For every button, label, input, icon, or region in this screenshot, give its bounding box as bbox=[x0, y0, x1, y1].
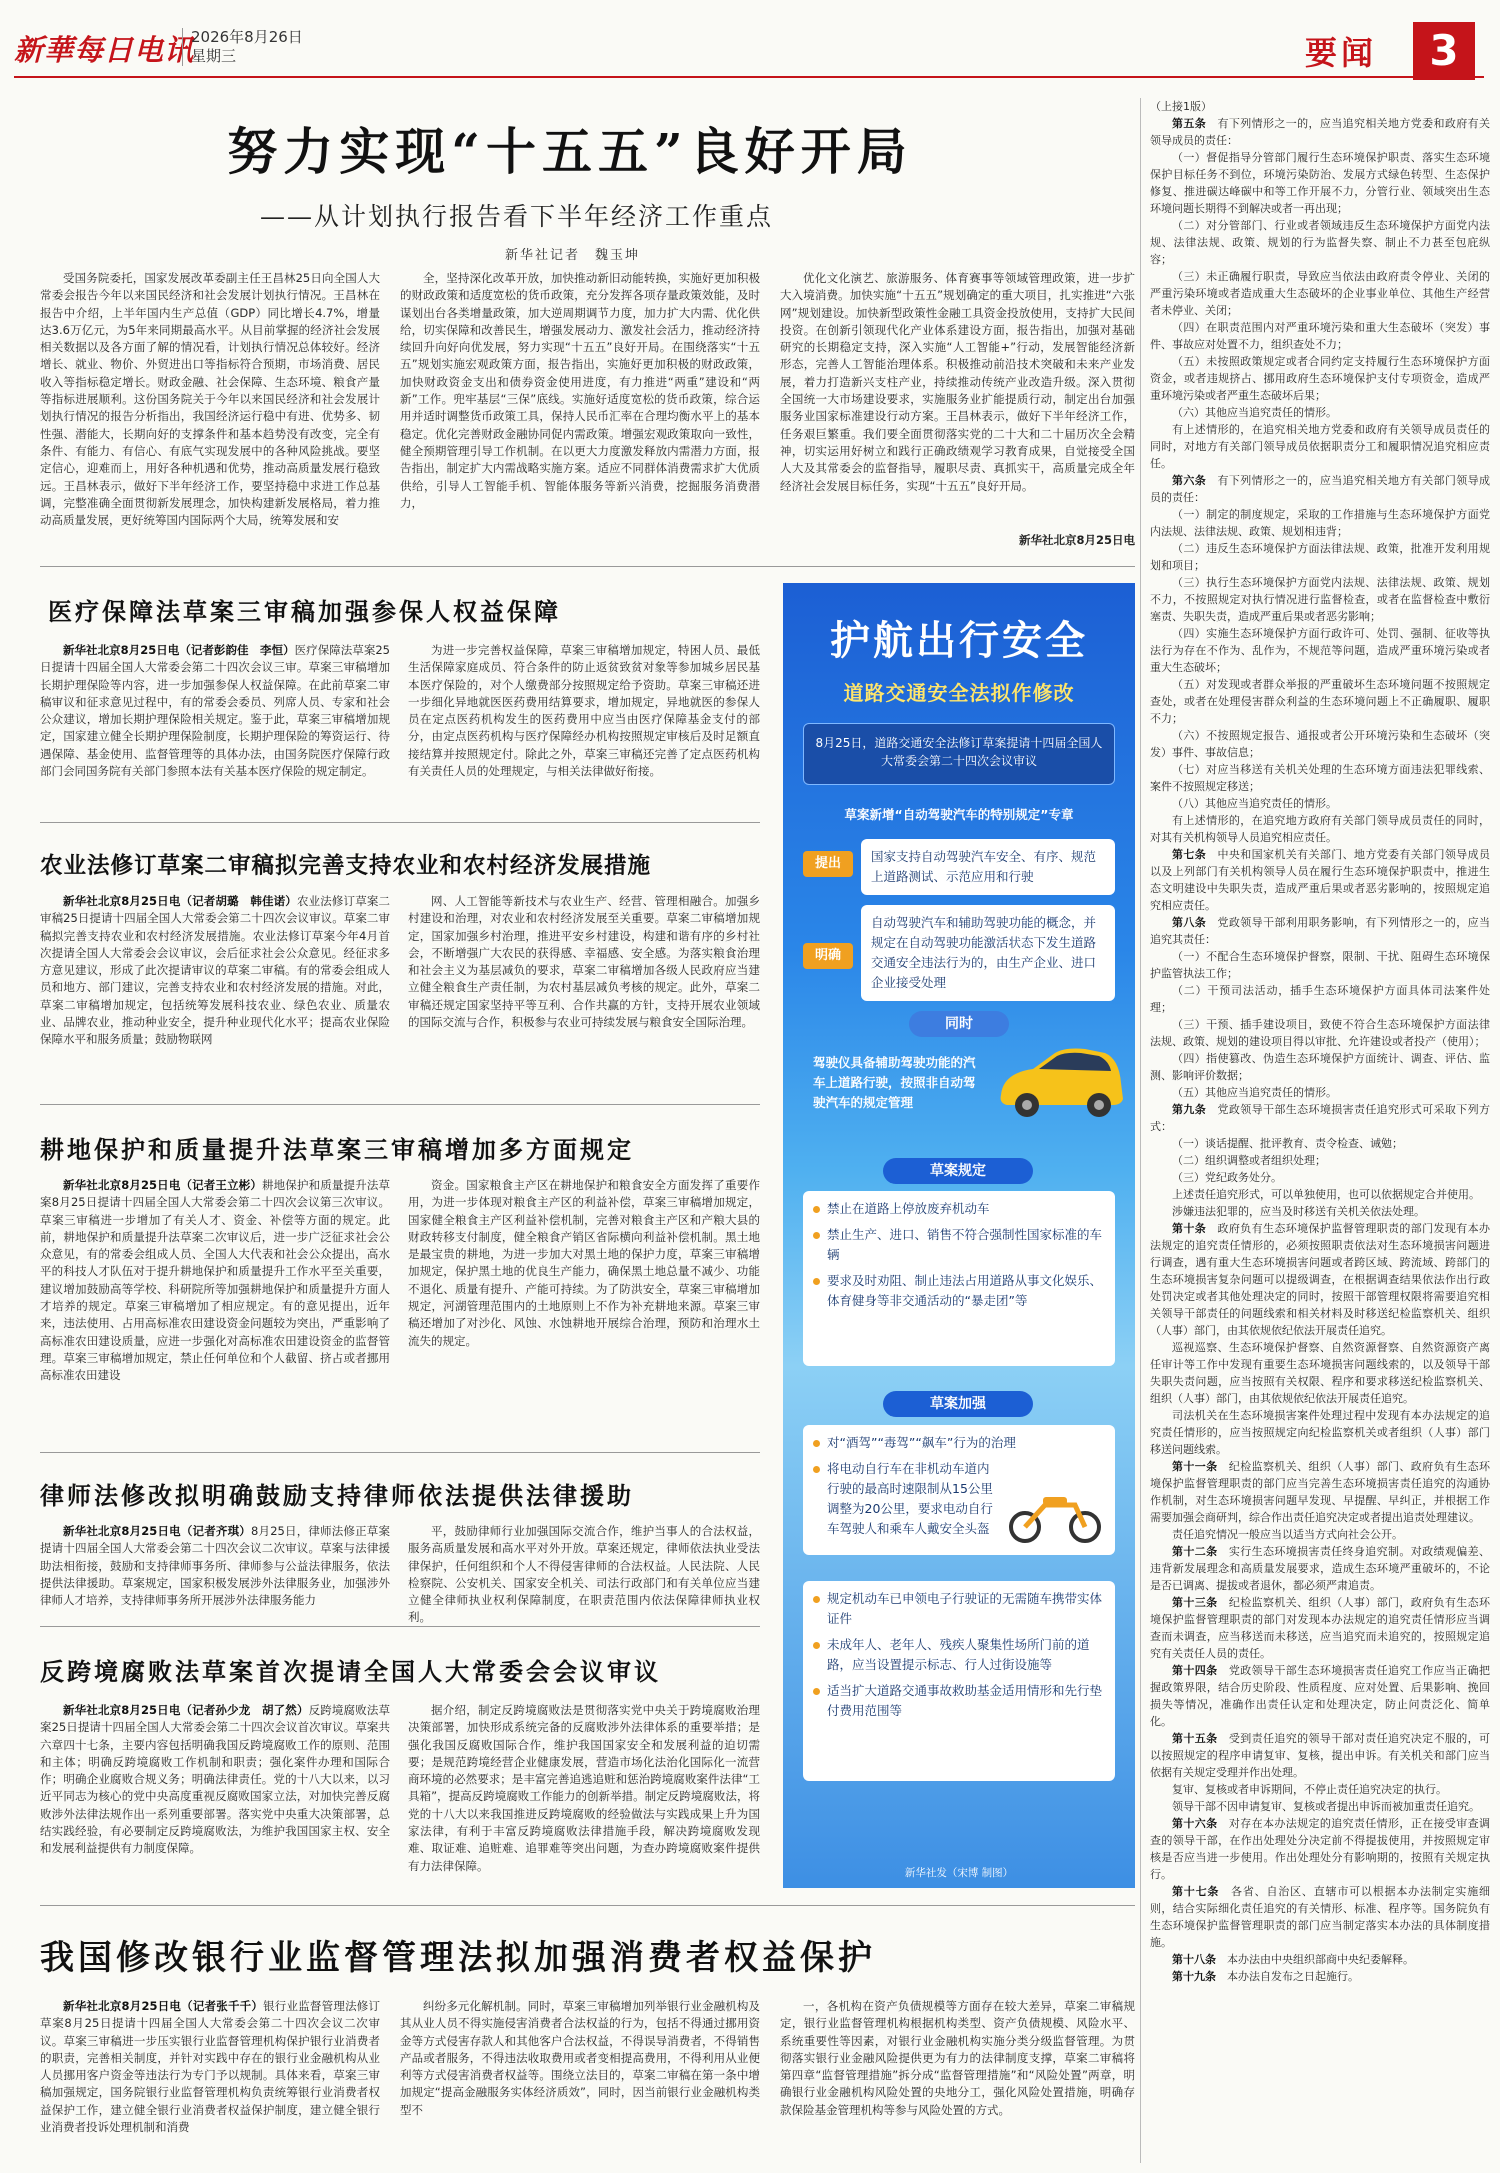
regulation-text-column bbox=[1150, 98, 1490, 2173]
masthead-logo: 新華每日电讯 bbox=[14, 33, 195, 67]
tag-clarify: 明确 bbox=[803, 943, 853, 969]
article-clause: 党政领导干部生态环境损害责任追究工作应当正确把握政策界限，结合历史阶段、性质程度、应对处置、后果影响、挽回损失等情况，准确作出责任认定和处理决定，防止问责泛化、简单化。 bbox=[1150, 1664, 1490, 1728]
article-clause: （四）指使篡改、伪造生态环境保护方面统计、调查、评估、监测、影响评价数据； bbox=[1150, 1052, 1490, 1082]
article-number: 第五条 bbox=[1172, 117, 1207, 130]
article-headline-medical: 医疗保障法草案三审稿加强参保人权益保障 bbox=[48, 597, 561, 626]
article-number: 第六条 bbox=[1172, 474, 1207, 487]
article-clause: 司法机关在生态环境损害案件处理过程中发现有本办法规定的追究责任情形的，应当按照规定向纪检监察机关或者组织（人事）部门移送问题线索。 bbox=[1150, 1409, 1490, 1456]
article-clause: （四）实施生态环境保护方面行政许可、处罚、强制、征收等执法行为存在不作为、乱作为，不规范等问题，造成严重环境污染或者重大生态破坏； bbox=[1150, 627, 1490, 674]
car-icon bbox=[993, 1043, 1128, 1123]
article-paragraph bbox=[1150, 319, 1490, 353]
article-clause: 有上述情形的，在追究地方政府有关部门领导成员责任的同时，对其有关机构领导人员追究相应责任。 bbox=[1150, 814, 1490, 844]
article-paragraph bbox=[1150, 353, 1490, 404]
article-text: 据介绍，制定反跨境腐败法是贯彻落实党中央关于跨境腐败治理决策部署，加快形成系统完备的反腐败涉外法律体系的重要举措；是强化我国反腐败国际合作，维护我国国家安全和发展利益的迫切需要；是规范跨境经营企业健康发展，营造市场化法治化国际化一流营商环境的必然要求；是丰富完善追逃追赃和惩治跨境腐败案件法律“工具箱”，提高反跨境腐败工作能力的创新举措。制定反跨境腐败法，将党的十八大以来我国推进反跨境腐败的经验做法与实践成果上升为国家法律，有利于丰富反跨境腐败法律措施手段，解决跨境腐败发现难、取证难、追赃难、追罪难等突出问题，为查办跨境腐败案件提供有力法律保障。 bbox=[408, 1703, 760, 1873]
article-clause: 中央和国家机关有关部门、地方党委有关部门领导成员以及上列部门有关机构领导人员在履行生态环境保护职责中，推进生态文明建设中失职失责，造成严重后果或者恶劣影响的，按照规定追究相应责任。 bbox=[1150, 848, 1490, 912]
article-farm-col-1 bbox=[40, 1177, 390, 1442]
article-paragraph bbox=[1150, 1815, 1490, 1883]
article-paragraph bbox=[1150, 1203, 1490, 1220]
article-clause: 党政领导干部利用职务影响，有下列情形之一的，应当追究其责任： bbox=[1150, 916, 1490, 946]
article-medical-col-1 bbox=[40, 642, 390, 812]
article-headline-farmland: 耕地保护和质量提升法草案三审稿增加多方面规定 bbox=[40, 1135, 634, 1164]
article-clause: 责任追究情况一般应当以适当方式向社会公开。 bbox=[1172, 1528, 1403, 1541]
card-clarify: 自动驾驶汽车和辅助驾驶功能的概念，并规定在自动驾驶功能激活状态下发生道路交通安全违法行为的，由生产企业、进口企业接受处理 bbox=[861, 905, 1115, 1001]
infographic-subtitle: 道路交通安全法拟作修改 bbox=[843, 681, 1075, 705]
article-number: 第七条 bbox=[1172, 848, 1207, 861]
article-text: 反跨境腐败法草案25日提请十四届全国人大常委会第二十四次会议首次审议。草案共六章四十七条，主要内容包括明确我国反跨境腐败工作的原则、范围和主体；明确反跨境腐败工作机制和职责；强化案件办理和国际合作；明确企业腐败合规义务；明确法律责任。党的十八大以来，以习近平同志为核心的党中央高度重视反腐败国家立法，对加快完善反腐败涉外法律法规作出一系列重要部署。落实党中央重大决策部署，总结实践经验，有必要制定反跨境腐败法，为维护我国国家主权、安全和发展利益提供有力制度保障。 bbox=[40, 1703, 390, 1856]
article-clause: 本办法自发布之日起施行。 bbox=[1227, 1970, 1359, 1983]
article-clause: （六）不按照规定报告、通报或者公开环境污染和生态破坏（突发）事件、事故信息； bbox=[1150, 729, 1490, 759]
article-paragraph bbox=[1150, 795, 1490, 812]
article-paragraph bbox=[1150, 948, 1490, 982]
article-clause: （五）未按照政策规定或者合同约定支持履行生态环境保护方面资金，或者违规挤占、挪用政府生态环境保护支付专项资金，造成严重环境污染或者严重生态破坏后果； bbox=[1150, 355, 1490, 402]
article-clause: （七）对应当移送有关机关处理的生态环境方面违法犯罪线索、案件不按照规定移送； bbox=[1150, 763, 1490, 793]
infographic-note: 草案新增“自动驾驶汽车的特别规定”专章 bbox=[844, 807, 1074, 822]
traffic-law-infographic bbox=[783, 583, 1135, 1888]
article-paragraph bbox=[1150, 846, 1490, 914]
article-clause: 纪检监察机关、组织（人事）部门、政府负有生态环境保护监督管理职责的部门应当完善生态环境损害责任追究的沟通协作机制，对生态环境损害问题早发现、早提醒、早纠正，并根据工作需要加强会商研判，综合作出责任追究决定或者提出追责处理建议。 bbox=[1150, 1460, 1490, 1524]
rule-item: 要求及时劝阻、制止违法占用道路从事文化娱乐、体育健身等非交通活动的“暴走团”等 bbox=[813, 1271, 1105, 1311]
article-clause: 本办法由中央组织部商中央纪委解释。 bbox=[1227, 1953, 1414, 1966]
article-headline-lawyer: 律师法修改拟明确鼓励支持律师依法提供法律援助 bbox=[40, 1481, 634, 1510]
article-number: 第十七条 bbox=[1172, 1885, 1220, 1898]
article-text: 纠纷多元化解机制。同时，草案三审稿增加列举银行业金融机构及其从业人员不得实施侵害消费者合法权益的行为，包括不得通过挪用资金等方式侵害存款人和其他客户合法权益，不得误导消费者，不得销售产品或者服务，不得违法收取费用或者变相提高费用，不得利用从业便利等方式侵害消费者权益等。围绕立法目的，草案二审稿在第一条中增加规定“提高金融服务实体经济质效”，同时，因当前银行业金融机构类型不 bbox=[400, 1999, 760, 2117]
more-item: 未成年人、老年人、残疾人聚集性场所门前的道路，应当设置提示标志、行人过街设施等 bbox=[813, 1635, 1105, 1675]
divider bbox=[40, 566, 1135, 567]
card-rules bbox=[803, 1191, 1115, 1366]
article-bank-col-1 bbox=[40, 1998, 380, 2168]
article-text: 一，各机构在资产负债规模等方面存在较大差异，草案二审稿规定，银行业监督管理机构根据机构类型、资产负债规模、风险水平、系统重要性等因素，对银行业金融机构实施分类分级监督管理。为贯彻落实银行业金融风险提供更为有力的法律制度支撑，草案二审稿将第四章“监督管理措施”拆分成“监督管理措施”和“风险处置”两章，明确银行业金融机构风险处置的央地分工，强化风险处置措施，明确存款保险基金管理机构等参与风险处置的方式。 bbox=[780, 1999, 1135, 2117]
article-paragraph bbox=[1150, 1186, 1490, 1203]
divider bbox=[40, 1452, 760, 1453]
article-medical-col-2 bbox=[408, 642, 760, 812]
article-paragraph bbox=[1150, 1135, 1490, 1152]
article-clause: （三）干预、插手建设项目，致使不符合生态环境保护方面法律法规、政策、规划的建设项目得以审批、允许建设或者投产（使用）； bbox=[1150, 1018, 1490, 1048]
article-paragraph bbox=[1150, 761, 1490, 795]
article-paragraph bbox=[1150, 1339, 1490, 1407]
lead-col-1 bbox=[40, 270, 380, 555]
article-number: 第十一条 bbox=[1172, 1460, 1218, 1473]
article-paragraph bbox=[1150, 914, 1490, 948]
article-paragraph bbox=[1150, 1951, 1490, 1968]
infographic-credit: 新华社发（宋博 制图） bbox=[904, 1867, 1014, 1879]
article-paragraph bbox=[1150, 982, 1490, 1016]
article-text: 农业法修订草案二审稿25日提请十四届全国人大常委会第二十四次会议审议。草案二审稿拟完善支持农业和农村经济发展措施。农业法修订草案今年4月首次提请全国人大常委会会议审议，会后征求社会公众意见。经征求多方意见建议，形成了此次提请审议的草案二审稿。有的常委会组成人员和地方、部门建议，完善支持农业和农村经济发展的措施。对此，草案二审稿增加规定，包括统筹发展科技农业、绿色农业、质量农业、品牌农业，推动种业安全，提升种业现代化水平；提高农业保险保障水平和服务质量；鼓励物联网 bbox=[40, 894, 390, 1047]
article-bank-col-3 bbox=[780, 1998, 1135, 2168]
article-paragraph bbox=[1150, 1220, 1490, 1339]
article-text: 耕地保护和质量提升法草案8月25日提请十四届全国人大常委会第二十四次会议第三次审议。草案三审稿进一步增加了有关人才、资金、补偿等方面的规定。此前，耕地保护和质量提升法草案二次审议后，进一步广泛征求社会公众意见，有的常委会组成人员、全国人大代表和社会公众提出，高水平的科技人才队伍对于提升耕地保护和质量提升工作水平至关重要，建议增加鼓励高等学校、科研院所等加强耕地保护和质量提升方面人才培养的规定。草案三审稿增加了相应规定。有的意见提出，近年来，违法使用、占用高标准农田建设资金问题较为突出，严重影响了高标准农田建设质量，应进一步强化对高标准农田建设资金的监督管理。草案三审稿增加规定，禁止任何单位和个人截留、挤占或者挪用高标准农田建设 bbox=[40, 1178, 390, 1383]
lead-text-3: 优化文化演艺、旅游服务、体育赛事等领域管理政策，进一步扩大入境消费。加快实施“十五五”规划确定的重大项目，扎实推进“六张网”规划建设。加快新型政策性金融工具资金投放使用，支持扩大民间投资。在创新引领现代化产业体系建设方面，报告指出，加强对基础研究的长期稳定支持，深入实施“人工智能+”行动，发展智能经济新形态，完善人工智能治理体系。积极推动前沿技术突破和未来产业发展，着力打造新兴支柱产业，持续推动传统产业改造升级。深入贯彻全国统一大市场建设要求，实施服务业扩能提质行动，制定出台加强服务业国家标准建设行动方案。王昌林表示，做好下半年经济工作，任务艰巨繁重。我们要全面贯彻落实党的二十大和二十届历次全会精神，切实运用好树立和践行正确政绩观学习教育成果，自觉接受全国人大及其常委会的监督指导，履职尽责、真抓实干，高质量完成全年经济社会发展目标任务，实现“十五五”良好开局。 bbox=[780, 271, 1135, 493]
article-anticorr-col-1 bbox=[40, 1702, 390, 1897]
article-lead: 新华社北京8月25日电（记者孙少龙 胡了然） bbox=[63, 1703, 309, 1717]
article-clause: （二）组织调整或者组织处理； bbox=[1172, 1154, 1326, 1167]
article-lead: 新华社北京8月25日电（记者胡璐 韩佳诺） bbox=[63, 894, 297, 908]
article-lawyer-col-1 bbox=[40, 1523, 390, 1653]
more-item: 适当扩大道路交通事故救助基金适用情形和先行垫付费用范围等 bbox=[813, 1681, 1105, 1721]
article-clause: （一）谈话提醒、批评教育、责令检查、诫勉； bbox=[1172, 1137, 1403, 1150]
article-number: 第十八条 bbox=[1172, 1953, 1216, 1966]
article-text: 医疗保障法草案25日提请十四届全国人大常委会第二十四次会议三审。草案三审稿增加长期护理保险等内容，进一步加强参保人权益保障。在此前草案二审稿审议和征求意见过程中，有的常委会委员、列席人员、专家和社会公众建议，增加长期护理保险相关规定。鉴于此，草案三审稿增加规定，国家建立健全长期护理保险制度，长期护理保险的筹资运行、待遇保障、基金使用、监督管理等的具体办法，由国务院医疗保障行政部门会同国务院有关部门参照本法有关基本医疗保险的规定制定。 bbox=[40, 643, 390, 779]
article-number: 第十三条 bbox=[1172, 1596, 1218, 1609]
article-text: 8月25日，律师法修正草案提请十四届全国人大常委会第二十四次会议二次审议。草案与法律援助法相衔接，鼓励和支持律师事务所、律师参与公益法律服务，依法提供法律援助。草案规定，国家积极发展涉外法律服务业，加强涉外律师人才培养，支持律师事务所开展涉外法律服务能力 bbox=[40, 1524, 390, 1608]
article-paragraph bbox=[1150, 1594, 1490, 1662]
article-headline-anticorruption: 反跨境腐败法草案首次提请全国人大常委会会议审议 bbox=[40, 1657, 661, 1686]
article-paragraph bbox=[1150, 1084, 1490, 1101]
issue-date bbox=[182, 28, 303, 66]
article-number: 第九条 bbox=[1172, 1103, 1207, 1116]
article-text: 网、人工智能等新技术与农业生产、经营、管理相融合。加强乡村建设和治理，对农业和农村经济发展至关重要。草案二审稿增加规定，国家加强乡村治理，推进平安乡村建设，构建和谐有序的乡村社会，不断增强广大农民的获得感、幸福感、安全感。为落实粮食治理和社会主义为基层减负的要求，草案二审稿增加各级人民政府应当建立健全粮食生产责任制，为农村基层减负考核的规定。此外，草案二审稿还规定国家坚持平等互利、合作共赢的方针，支持开展农业领域的国际交流与合作，积极参与农业可持续发展与粮食安全国际治理。 bbox=[408, 894, 760, 1030]
article-number: 第十九条 bbox=[1172, 1970, 1216, 1983]
article-clause: 涉嫌违法犯罪的，应当及时移送有关机关依法处理。 bbox=[1172, 1205, 1425, 1218]
article-paragraph bbox=[1150, 625, 1490, 676]
article-clause: 受到责任追究的领导干部对责任追究决定不服的，可以按照规定的程序申请复审、复核，提出申诉。有关机关和部门应当依据有关规定受理并作出处理。 bbox=[1150, 1732, 1490, 1779]
article-paragraph bbox=[1150, 1050, 1490, 1084]
ebike-icon bbox=[1005, 1475, 1105, 1545]
article-clause: （一）不配合生态环境保护督察，限制、干扰、阻碍生态环境保护监管执法工作； bbox=[1150, 950, 1490, 980]
article-clause: 复审、复核或者申诉期间，不停止责任追究决定的执行。 bbox=[1172, 1783, 1447, 1796]
pill-strength: 草案加强 bbox=[883, 1391, 1033, 1417]
article-agri-col-2 bbox=[408, 893, 760, 1093]
article-paragraph bbox=[1150, 268, 1490, 319]
article-text: 资金。国家粮食主产区在耕地保护和粮食安全方面发挥了重要作用，为进一步体现对粮食主产区的利益补偿，草案三审稿增加规定，国家健全粮食主产区利益补偿机制，完善对粮食主产区和产粮大县的财政转移支付制度，健全粮食产销区省际横向利益补偿机制。黑土地是最宝贵的耕地，为进一步加大对黑土地的保护力度，草案三审稿增加规定，保护黑土地的优良生产能力，确保黑土地总量不减少、功能不退化、质量有提升、产能可持续。为了防洪安全，草案三审稿增加规定，河湖管理范围内的土地原则上不作为补充耕地来源。草案三审稿还增加了对沙化、风蚀、水蚀耕地开展综合治理，预防和治理水土流失的规定。 bbox=[408, 1178, 760, 1348]
article-headline-agriculture: 农业法修订草案二审稿拟完善支持农业和农村经济发展措施 bbox=[40, 853, 652, 879]
article-paragraph bbox=[1150, 1883, 1490, 1951]
article-clause: （四）在职责范围内对严重环境污染和重大生态破坏（突发）事件、事故应对处置不力，组织查处不力； bbox=[1150, 321, 1490, 351]
article-anticorr-col-2 bbox=[408, 1702, 760, 1897]
article-clause: （三）党纪政务处分。 bbox=[1172, 1171, 1282, 1184]
article-clause: 有下列情形之一的，应当追究相关地方有关部门领导成员的责任： bbox=[1150, 474, 1490, 504]
article-paragraph bbox=[1150, 1016, 1490, 1050]
article-headline-banking: 我国修改银行业监督管理法拟加强消费者权益保护 bbox=[40, 1938, 876, 1978]
continued-mark: （上接1版） bbox=[1150, 100, 1212, 113]
article-clause: 有上述情形的，在追究相关地方党委和政府有关领导成员责任的同时，对地方有关部门领导成员依据职责分工和履职情况追究相应责任。 bbox=[1150, 423, 1490, 470]
lead-col-2 bbox=[400, 270, 760, 555]
lead-dateline: 新华社北京8月25日电 bbox=[1018, 533, 1135, 547]
article-paragraph bbox=[1150, 1101, 1490, 1135]
article-paragraph bbox=[1150, 1543, 1490, 1594]
article-clause: （六）其他应当追究责任的情形。 bbox=[1172, 406, 1337, 419]
article-agri-col-1 bbox=[40, 893, 390, 1093]
pill-rules: 草案规定 bbox=[883, 1158, 1033, 1184]
article-text: 平，鼓励律师行业加强国际交流合作，维护当事人的合法权益，服务高质量发展和高水平对外开放。草案还规定，律师依法执业受法律保护，任何组织和个人不得侵害律师的合法权益。人民法院、人民检察院、公安机关、国家安全机关、司法行政部门和有关单位应当建立健全律师执业权利保障制度，在职责范围内依法保障律师执业权利。 bbox=[408, 1524, 760, 1625]
article-paragraph bbox=[1150, 1781, 1490, 1798]
article-clause: （八）其他应当追究责任的情形。 bbox=[1172, 797, 1337, 810]
article-clause: 各省、自治区、直辖市可以根据本办法制定实施细则，结合实际细化责任追究的有关情形、标准、程序等。国务院负有生态环境保护监督管理职责的部门应当制定落实本办法的具体制度措施。 bbox=[1150, 1885, 1490, 1949]
article-clause: （五）对发现或者群众举报的严重破坏生态环境问题不按照规定查处，或者在处理侵害群众利益的生态环境问题上不正确履职、履职不力； bbox=[1150, 678, 1490, 725]
article-paragraph bbox=[1150, 421, 1490, 472]
article-clause: （三）未正确履行职责，导致应当依法由政府责令停业、关闭的严重污染环境或者造成重大生态破坏的企业事业单位、其他生产经营者未停业、关闭； bbox=[1150, 270, 1490, 317]
article-paragraph bbox=[1150, 506, 1490, 540]
article-clause: （一）制定的制度规定，采取的工作措施与生态环境保护方面党内法规、法律法规、政策、规划相违背； bbox=[1150, 508, 1490, 538]
infographic-intro: 8月25日，道路交通安全法修订草案提请十四届全国人大常委会第二十四次会议审议 bbox=[803, 723, 1115, 785]
article-lawyer-col-2 bbox=[408, 1523, 760, 1653]
card-propose: 国家支持自动驾驶汽车安全、有序、规范上道路测试、示范应用和行驶 bbox=[861, 839, 1115, 895]
article-clause: 党政领导干部生态环境损害责任追究形式可采取下列方式： bbox=[1150, 1103, 1490, 1133]
lead-byline: 新华社记者 魏玉坤 bbox=[505, 248, 641, 263]
article-clause: 政府负有生态环境保护监督管理职责的部门发现有本办法规定的追究责任情形的，必须按照职责依法对生态环境损害问题进行调查，遇有重大生态环境损害问题或者跨区域、跨流域、跨部门的生态环境损害复杂问题可以提级调查，在根据调查结果依法作出行政处罚决定或者其他处理决定的同时，按照干部管理权限将需要追究相关领导干部责任的问题线索和相关材料及时移送纪检监察机关、组织（人事）部门，由其依规依纪依法开展责任追究。 bbox=[1150, 1222, 1490, 1337]
rule-item: 禁止在道路上停放废弃机动车 bbox=[813, 1199, 1105, 1219]
article-lead: 新华社北京8月25日电（记者王立彬） bbox=[63, 1178, 263, 1192]
article-paragraph bbox=[1150, 1407, 1490, 1458]
article-paragraph bbox=[1150, 1798, 1490, 1815]
tag-propose: 提出 bbox=[803, 851, 853, 877]
article-paragraph bbox=[1150, 472, 1490, 506]
article-paragraph bbox=[1150, 1662, 1490, 1730]
article-clause: 有下列情形之一的，应当追究相关地方党委和政府有关领导成员的责任： bbox=[1150, 117, 1490, 147]
weekday-text: 星期三 bbox=[191, 47, 237, 65]
article-number: 第十四条 bbox=[1172, 1664, 1218, 1677]
article-clause: 纪检监察机关、组织（人事）部门，政府负有生态环境保护监督管理职责的部门对发现本办法规定的追究责任情形应当调查而未调查，应当移送而未移送，应当追究而未追究的，按照规定追究有关责任人员的责任。 bbox=[1150, 1596, 1490, 1660]
card-more bbox=[803, 1581, 1115, 1781]
lead-subtitle: ——从计划执行报告看下半年经济工作重点 bbox=[260, 202, 774, 231]
article-paragraph bbox=[1150, 1169, 1490, 1186]
article-lead: 新华社北京8月25日电（记者齐琪） bbox=[63, 1524, 251, 1538]
article-clause: 实行生态环境损害责任终身追究制。对政绩观偏差、违背新发展理念和高质量发展要求，造成生态环境严重破坏的，不论是否已调离、提拔或者退休，都必须严肃追责。 bbox=[1150, 1545, 1490, 1592]
divider bbox=[40, 1905, 1135, 1906]
article-text: 为进一步完善权益保障，草案三审稿增加规定，特困人员、最低生活保障家庭成员、符合条件的防止返贫致贫对象等参加城乡居民基本医疗保险的，对个人缴费部分按照规定给予资助。草案三审稿还进一步细化异地就医医药费用结算要求，增加规定，异地就医的参保人员在定点医药机构发生的医药费用中应当由医疗保障基金支付的部分，由定点医药机构与医疗保障经办机构按照规定审核后及时足额直接结算并按照规定付。除此之外，草案三审稿还完善了定点医药机构有关责任人员的处理规定，与相关法律做好衔接。 bbox=[408, 643, 760, 779]
strength-item: 将电动自行车在非机动车道内行驶的最高时速限制从15公里调整为20公里，要求电动自行车驾驶人和乘车人戴安全头盔 bbox=[813, 1459, 998, 1539]
article-clause: 对存在本办法规定的追究责任情形，正在接受审查调查的领导干部，在作出处理处分决定前不得提拔使用，并按照规定审核是否应当进一步使用。作出处理处分有影响期的，按照有关规定执行。 bbox=[1150, 1817, 1490, 1881]
article-clause: （二）违反生态环境保护方面法律法规、政策，批准开发利用规划和项目； bbox=[1150, 542, 1490, 572]
article-bank-col-2 bbox=[400, 1998, 760, 2168]
article-number: 第十五条 bbox=[1172, 1732, 1218, 1745]
article-clause: （二）干预司法活动，插手生态环境保护方面具体司法案件处理； bbox=[1150, 984, 1490, 1014]
article-number: 第十二条 bbox=[1172, 1545, 1218, 1558]
article-paragraph bbox=[1150, 812, 1490, 846]
lead-col-3 bbox=[780, 270, 1135, 540]
article-clause: （二）对分管部门、行业或者领域违反生态环境保护方面党内法规、法律法规、政策、规划的行为监督失察、制止不力甚至包庇纵容； bbox=[1150, 219, 1490, 266]
article-clause: （一）督促指导分管部门履行生态环境保护职责、落实生态环境保护目标任务不到位，环境污染防治、发展方式绿色转型、生态保护修复、推进碳达峰碳中和等工作开展不力，分管行业、领域突出生态环境问题长期得不到解决或者一再出现； bbox=[1150, 151, 1490, 215]
strength-item: 对“酒驾”“毒驾”“飙车”行为的治理 bbox=[813, 1433, 1105, 1453]
article-paragraph bbox=[1150, 115, 1490, 149]
article-lead: 新华社北京8月25日电（记者张千千） bbox=[63, 1999, 264, 2013]
page-number: 3 bbox=[1413, 22, 1475, 80]
article-paragraph bbox=[1150, 217, 1490, 268]
article-paragraph bbox=[1150, 1458, 1490, 1526]
article-number: 第十六条 bbox=[1172, 1817, 1218, 1830]
article-paragraph bbox=[1150, 1968, 1490, 1985]
infographic-title: 护航出行安全 bbox=[830, 617, 1088, 664]
article-paragraph bbox=[1150, 1152, 1490, 1169]
lead-headline: 努力实现“十五五”良好开局 bbox=[227, 122, 913, 181]
article-text: 银行业监督管理法修订草案8月25日提请十四届全国人大常委会第二十四次会议二次审议。草案三审稿进一步压实银行业监督管理机构保护银行业消费者的职责，完善相关制度，并针对实践中存在的银行业金融机构从业人员挪用客户资金等违法行为专门予以规制。具体来看，草案三审稿加强规定，国务院银行业监督管理机构负责统筹银行业消费者权益保护工作，建立健全银行业消费者权益保护制度，建立健全银行业消费者投诉处理机制和消费 bbox=[40, 1999, 380, 2135]
rule-item: 禁止生产、进口、销售不符合强制性国家标准的车辆 bbox=[813, 1225, 1105, 1265]
card-same: 驾驶仪具备辅助驾驶功能的汽车上道路行驶，按照非自动驾驶汽车的规定管理 bbox=[813, 1055, 976, 1110]
header-rule bbox=[14, 76, 1484, 78]
article-farm-col-2 bbox=[408, 1177, 760, 1442]
column-rule bbox=[1140, 98, 1141, 2163]
article-paragraph bbox=[1150, 676, 1490, 727]
article-paragraph bbox=[1150, 727, 1490, 761]
article-clause: （三）执行生态环境保护方面党内法规、法律法规、政策、规划不力，不按照规定对执行情况进行监督检查，或者在监督检查中敷衍塞责、失职失责，造成严重后果或者恶劣影响； bbox=[1150, 576, 1490, 623]
pill-same: 同时 bbox=[909, 1011, 1009, 1037]
divider bbox=[40, 1626, 760, 1627]
article-paragraph bbox=[1150, 149, 1490, 217]
date-text: 2026年8月26日 bbox=[191, 28, 303, 46]
article-number: 第八条 bbox=[1172, 916, 1207, 929]
article-paragraph bbox=[1150, 1526, 1490, 1543]
section-title: 要闻 bbox=[1305, 34, 1378, 72]
article-clause: （五）其他应当追究责任的情形。 bbox=[1172, 1086, 1337, 1099]
divider bbox=[40, 822, 760, 823]
article-clause: 上述责任追究形式，可以单独使用，也可以依据规定合并使用。 bbox=[1172, 1188, 1480, 1201]
article-number: 第十条 bbox=[1172, 1222, 1207, 1235]
article-paragraph bbox=[1150, 540, 1490, 574]
divider bbox=[40, 1104, 760, 1105]
article-paragraph bbox=[1150, 1730, 1490, 1781]
article-paragraph bbox=[1150, 574, 1490, 625]
lead-text-2: 全，坚持深化改革开放，加快推动新旧动能转换，实施好更加积极的财政政策和适度宽松的货币政策，充分发挥各项存量政策效能，及时谋划出台各类增量政策，加大逆周期调节力度，加力扩大内需、优化供给，切实保障和改善民生，增强发展动力、激发社会活力，推动经济持续回升向好向优发展，努力实现“十五五”良好开局。在围绕落实“十五五”规划实施宏观政策方面，报告指出，实施好更加积极的财政政策，加快财政资金支出和债券资金使用进度，有力推进“两重”建设和“两新”工作。兜牢基层“三保”底线。实施好适度宽松的货币政策，综合运用并适时调整货币政策工具，保持人民币汇率在合理均衡水平上的基本稳定。优化完善财政金融协同促内需政策。增强宏观政策取向一致性，健全预期管理引导工作机制。在以更大力度激发释放内需潜力方面，报告指出，制定扩大内需战略实施方案。适应不同群体消费需求扩大优质供给，引导人工智能手机、智能体服务等新兴消费，挖掘服务消费潜力， bbox=[400, 271, 760, 510]
article-clause: 巡视巡察、生态环境保护督察、自然资源督察、自然资源资产离任审计等工作中发现有重要生态环境损害问题线索的，以及领导干部失职失责问题，应当按照有关权限、程序和要求移送纪检监察机关、组织（人事）部门，由其依规依纪依法开展责任追究。 bbox=[1150, 1341, 1490, 1405]
more-item: 规定机动车已申领电子行驶证的无需随车携带实体证件 bbox=[813, 1589, 1105, 1629]
article-lead: 新华社北京8月25日电（记者彭韵佳 李恒） bbox=[63, 643, 295, 657]
article-clause: 领导干部不因申请复审、复核或者提出申诉而被加重责任追究。 bbox=[1172, 1800, 1480, 1813]
article-paragraph bbox=[1150, 404, 1490, 421]
lead-text-1: 受国务院委托，国家发展改革委副主任王昌林25日向全国人大常委会报告今年以来国民经济和社会发展计划执行情况。王昌林在报告中介绍，上半年国内生产总值（GDP）同比增长4.7%，增量达3.6万亿元，为5年来同期最高水平。从目前掌握的经济社会发展相关数据以及各方面了解的情况看，计划执行情况总体较好。经济增长、就业、物价、外贸进出口等指标符合预期，市场消费、居民收入等指标稳定增长。财政金融、社会保障、生态环境、粮食产量等指标进展顺利。这份国务院关于今年以来国民经济和社会发展计划执行情况的报告分析指出，我国经济运行稳中有进、优势多、韧性强、潜能大，长期向好的支撑条件和基本趋势没有改变，完全有条件、有能力、有信心、有底气实现发展中的各种风险挑战。要坚定信心，迎难而上，用好各种机遇和优势，推动高质量发展行稳致远。王昌林表示，做好下半年经济工作，要坚持稳中求进工作总基调，完整准确全面贯彻新发展理念，加快构建新发展格局，着力推动高质量发展，更好统筹国内国际两个大局，统筹发展和安 bbox=[40, 271, 380, 528]
